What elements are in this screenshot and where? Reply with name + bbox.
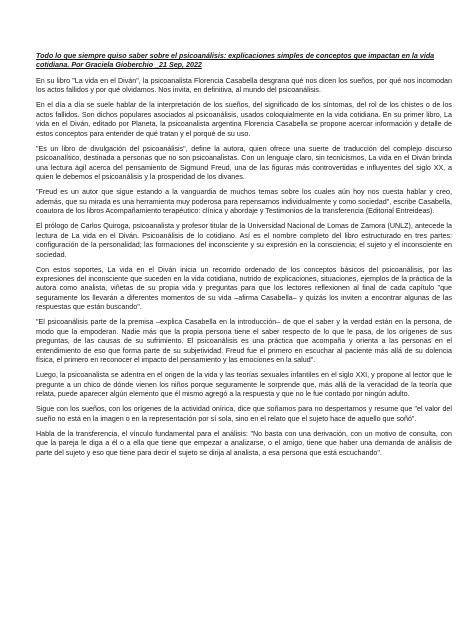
paragraph: Luego, la psicoanalista se adentra en el origen de la vida y las teorías sexuales infantiles en el siglo XXI, y propone al lector que le pregunte a un chico de dónde vienen los niños porque seguramente le sorprende que, más allá de la veracidad de la teoría que relata, puede aparecer algún elemento que él mismo agregó a la respuesta y que no le fue contado por ningún adulto. (36, 371, 452, 399)
paragraph: "El psicoanálisis parte de la premisa –explica Casabella en la introducción– de que el saber y la verdad están en la persona, de modo que la empoderan. Nadie más que la propia persona tiene el saber respecto de lo que le pasa, de los orígenes de sus preguntas, de las causas de su sufrimiento. El psicoanálisis es una práctica que acompaña y orienta a las personas en el entendimiento de eso que forma parte de su subjetividad. Freud fue el primero en escuchar al paciente más allá de su dolencia física, el primero en reconocer el impacto del pensamiento y las emociones en la salud". (36, 318, 452, 365)
paragraph: Habla de la transferencia, el vínculo fundamental para el análisis: "No basta con una derivación, con un motivo de consulta, con que la pareja le diga a él o a ella que tiene que empezar a analizarse, o el amigo, tiene que haber una demanda de análisis de parte del sujeto y eso que tiene para decir el sujeto se dirija al analista, a esa persona que está escuchando". (36, 429, 452, 457)
paragraph: El prólogo de Carlos Quiroga, psicoanalista y profesor titular de la Universidad Nacional de Lomas de Zamora (UNLZ), antecede la lectura de La vida en el Diván. Psicoanálisis de lo cotidiano. Así es el nombre completo del libro estructurado en tres partes: configuración de la personalidad; las formaciones del inconsciente y su expresión en la consciencia; el sujeto y el inconsciente en sociedad. (36, 222, 452, 259)
article-title: Todo lo que siempre quiso saber sobre el psicoanálisis: explicaciones simples de conceptos que impactan en la vida cotidiana. Por Graciela Gioberchio _21 Sep, 2022 (36, 52, 435, 70)
paragraph: Sigue con los sueños, con los orígenes de la actividad onírica, dice que soñamos para no despertarnos y resume que "el valor del sueño no está en la imagen o en la representación por sí sola, sino en el relato que el sujeto hace de aquello que soñó". (36, 405, 452, 423)
paragraph: "Es un libro de divulgación del psicoanálisis", define la autora, quien ofrece una suerte de traducción del complejo discurso psicoanalítico, destinada a personas que no son psicoanalistas. Con un lenguaje claro, sin tecnicismos, La vida en el Diván brinda una lectura ágil acerca del pensamiento de Sigmund Freud, una de las figuras más controvertidas e influyentes del siglo XX, a quien le debemos el psicoanálisis y la prosperidad de los divanes. (36, 144, 452, 182)
paragraph: En el día a día se suele hablar de la interpretación de los sueños, del significado de los síntomas, del rol de los chistes o de los actos fallidos. Son dichos populares asociados al psicoanálisis, usados coloquialmente en la vida cotidiana. En su primer libro, La vida en el Diván, editado por Planeta, la psicoanalista argentina Florencia Casabella se propone acercar información y detalle de estos conceptos para entender de qué tratan y el porqué de su uso. (36, 101, 452, 138)
paragraph: "Freud es un autor que sigue estando a la vanguardia de muchos temas sobre los cuales aún hoy nos cuesta hablar y creo, además, que su mirada es una herramienta muy poderosa para repensarnos individualmente y como sociedad", escribe Casabella, coautora de los libros Acompañamiento terapéutico: clínica y abordaje y Testimonios de la transferencia (Editorial Entreideas). (36, 188, 452, 216)
paragraph: En su libro "La vida en el Diván", la psicoanalista Florencia Casabella desgrana qué nos dicen los sueños, por qué nos incomodan los actos fallidos y por qué olvidamos. Nos invita, en definitiva, al mundo del psicoanálisis. (36, 76, 452, 95)
paragraph: Con estos soportes, La vida en el Diván inicia un recorrido ordenado de los conceptos básicos del psicoanálisis, por las expresiones del inconsciente que suceden en la vida cotidiana, nutrido de explicaciones, situaciones, ejemplos de la práctica de la autora como analista, viñetas de su propia vida y preguntas para que los lectores reflexionen al final de cada capítulo "que seguramente los llevarán a diferentes momentos de su vida –afirma Casabella– y quizás los inviten a encontrar algunas de las respuestas que están buscando". (36, 265, 452, 312)
